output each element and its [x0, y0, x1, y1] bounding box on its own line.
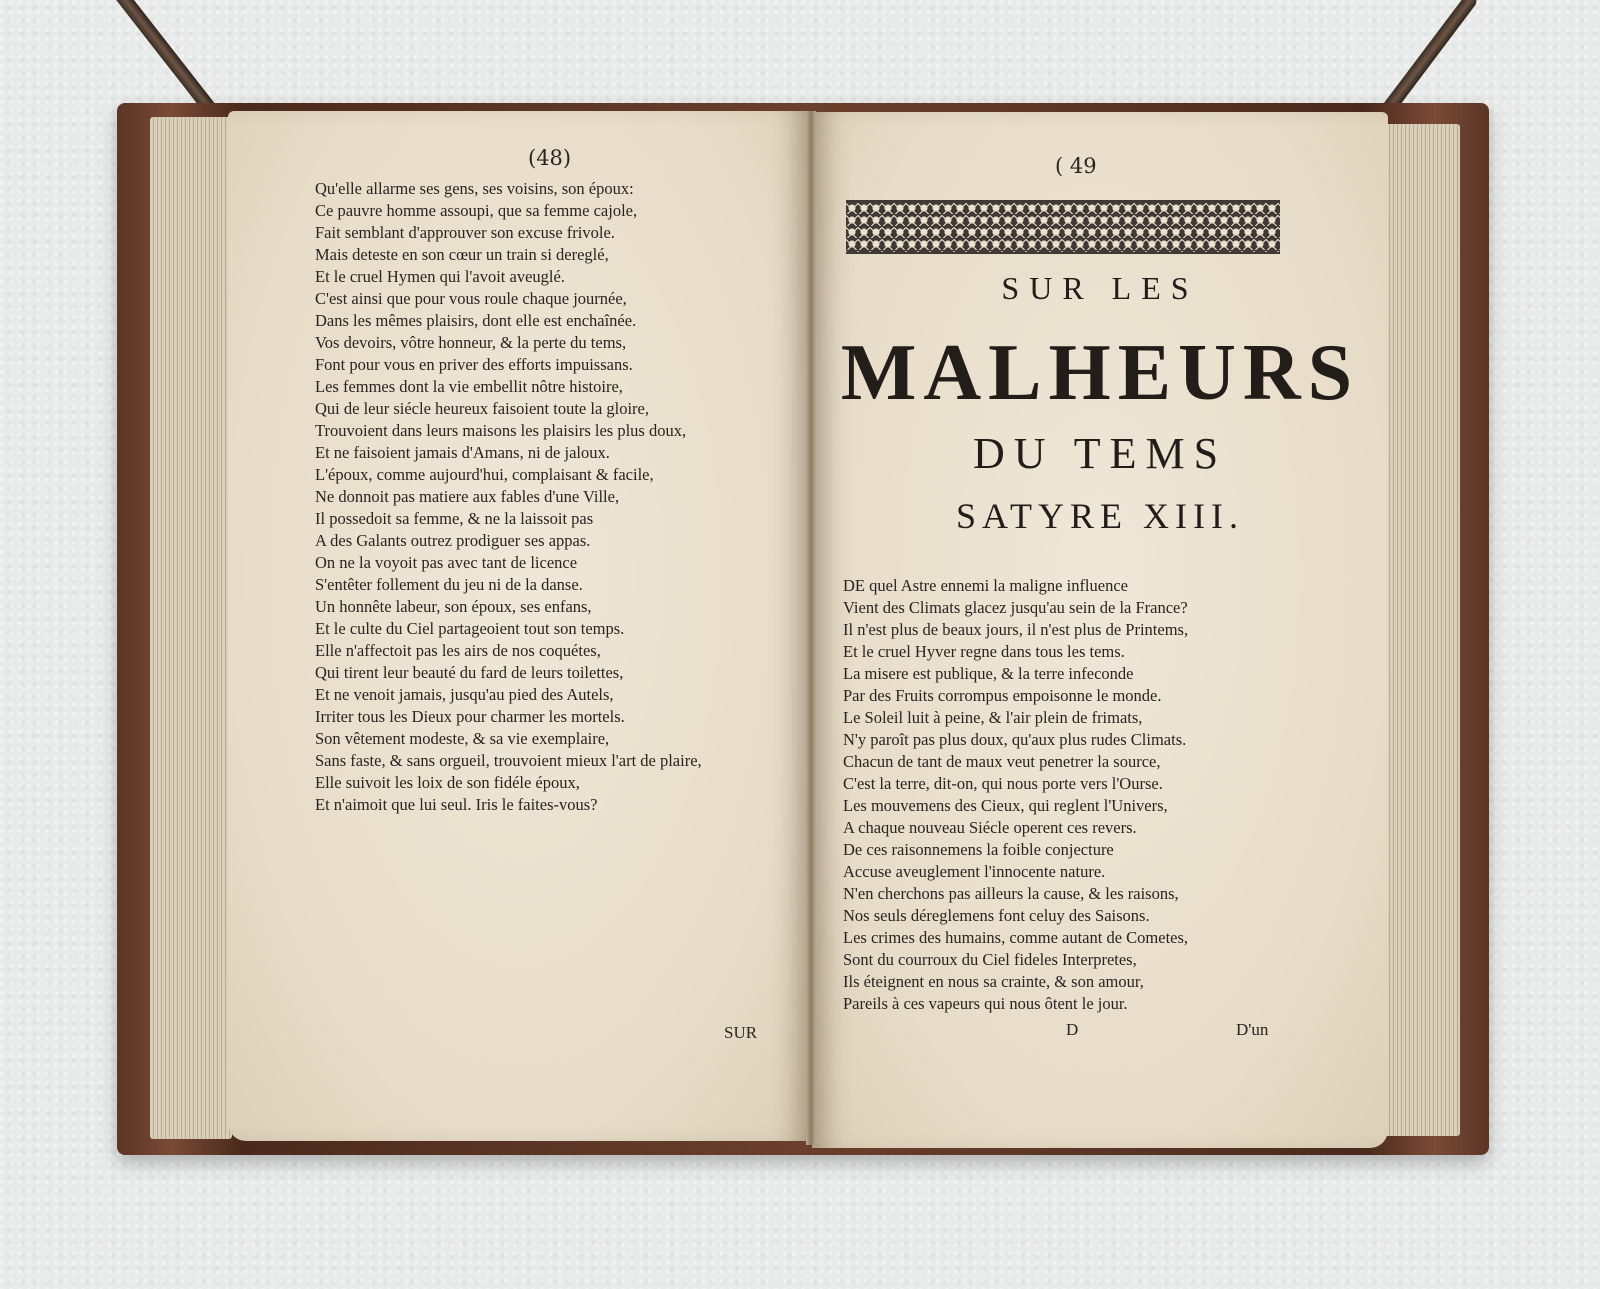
right-page-edges	[1382, 124, 1460, 1136]
verse-line: Ils éteignent en nous sa crainte, & son amour,	[843, 972, 1144, 991]
verse-line: Vos devoirs, vôtre honneur, & la perte du tems,	[315, 333, 627, 352]
verse-line: Les femmes dont la vie embellit nôtre histoire,	[315, 377, 623, 396]
verse-line: S'entêter follement du jeu ni de la danse.	[315, 575, 583, 594]
verse-line: Et le cruel Hymen qui l'avoit aveuglé.	[315, 267, 565, 286]
decorative-headpiece-ornament	[846, 200, 1280, 254]
verse-line: Et ne faisoient jamais d'Amans, ni de jaloux.	[315, 443, 610, 462]
verse-line: Le Soleil luit à peine, & l'air plein de frimats,	[843, 708, 1143, 727]
verse-line: Et le culte du Ciel partageoient tout son temps.	[315, 619, 625, 638]
title-satyre: SATYRE XIII.	[956, 496, 1244, 536]
verse-line: Pareils à ces vapeurs qui nous ôtent le jour.	[843, 994, 1128, 1013]
title-malheurs: MALHEURS	[840, 329, 1360, 417]
verse-line: A chaque nouveau Siécle operent ces revers.	[843, 818, 1137, 837]
verse-line: Ne donnoit pas matiere aux fables d'une Ville,	[315, 487, 620, 506]
left-page-number: (48)	[528, 146, 572, 170]
verse-line: A des Galants outrez prodiguer ses appas.	[315, 531, 591, 550]
signature-mark: D	[1066, 1020, 1079, 1039]
verse-line: Son vêtement modeste, & sa vie exemplaire,	[315, 729, 610, 748]
title-sur-les: SUR LES	[1001, 270, 1199, 306]
verse-line: Et le cruel Hyver regne dans tous les tems.	[843, 642, 1125, 661]
verse-line: Vient des Climats glacez jusqu'au sein de la France?	[843, 598, 1188, 617]
book-gutter	[806, 111, 816, 1145]
verse-line: Nos seuls déreglemens font celuy des Saisons.	[843, 906, 1150, 925]
verse-line: Fait semblant d'approuver son excuse frivole.	[315, 223, 615, 242]
verse-line: Qu'elle allarme ses gens, ses voisins, son époux:	[315, 179, 634, 198]
verse-line: Qui tirent leur beauté du fard de leurs toilettes,	[315, 663, 624, 682]
verse-line: Un honnête labeur, son époux, ses enfans,	[315, 597, 592, 616]
verse-line: Il possedoit sa femme, & ne la laissoit pas	[315, 509, 594, 528]
verse-line: Chacun de tant de maux veut penetrer la source,	[843, 752, 1161, 771]
verse-line: Les mouvemens des Cieux, qui reglent l'Univers,	[843, 796, 1168, 815]
verse-line: Font pour vous en priver des efforts impuissans.	[315, 355, 633, 374]
verse-line: Qui de leur siécle heureux faisoient toute la gloire,	[315, 399, 650, 418]
verse-line: Sont du courroux du Ciel fideles Interpretes,	[843, 950, 1137, 969]
verse-line: C'est ainsi que pour vous roule chaque journée,	[315, 289, 627, 308]
verse-line: N'en cherchons pas ailleurs la cause, & les raisons,	[843, 884, 1179, 903]
verse-line: Mais deteste en son cœur un train si dereglé,	[315, 245, 609, 264]
left-page-edges	[150, 117, 232, 1139]
verse-line: On ne la voyoit pas avec tant de licence	[315, 553, 578, 572]
verse-line: La misere est publique, & la terre infeconde	[843, 664, 1134, 683]
left-page-verse	[315, 178, 702, 816]
verse-line: Ce pauvre homme assoupi, que sa femme cajole,	[315, 201, 638, 220]
verse-line: Dans les mêmes plaisirs, dont elle est enchaînée.	[315, 311, 637, 330]
verse-line: Sans faste, & sans orgueil, trouvoient mieux l'art de plaire,	[315, 751, 702, 770]
verse-line: Il n'est plus de beaux jours, il n'est plus de Printems,	[843, 620, 1189, 639]
verse-line: Les crimes des humains, comme autant de Cometes,	[843, 928, 1189, 947]
right-page-verse	[843, 575, 1188, 1015]
verse-line: Elle n'affectoit pas les airs de nos coquétes,	[315, 641, 601, 660]
verse-line: N'y paroît pas plus doux, qu'aux plus rudes Climats.	[843, 730, 1187, 749]
verse-line: De ces raisonnemens la foible conjecture	[843, 840, 1114, 859]
verse-line: Accuse aveuglement l'innocente nature.	[843, 862, 1106, 881]
verse-line: Elle suivoit les loix de son fidéle époux,	[315, 773, 580, 792]
right-catchword: D'un	[1236, 1020, 1269, 1039]
verse-line: C'est la terre, dit-on, qui nous porte vers l'Ourse.	[843, 774, 1163, 793]
verse-line: DE quel Astre ennemi la maligne influence	[843, 576, 1128, 595]
verse-line: L'époux, comme aujourd'hui, complaisant & facile,	[315, 465, 654, 484]
verse-line: Et ne venoit jamais, jusqu'au pied des Autels,	[315, 685, 614, 704]
verse-line: Et n'aimoit que lui seul. Iris le faites-vous?	[315, 795, 598, 814]
left-catchword: SUR	[724, 1023, 758, 1042]
right-page-number: ( 49	[1055, 154, 1097, 178]
verse-line: Par des Fruits corrompus empoisonne le monde.	[843, 686, 1162, 705]
verse-line: Irriter tous les Dieux pour charmer les mortels.	[315, 707, 625, 726]
title-du-tems: DU TEMS	[972, 429, 1228, 478]
verse-line: Trouvoient dans leurs maisons les plaisirs les plus doux,	[315, 421, 687, 440]
